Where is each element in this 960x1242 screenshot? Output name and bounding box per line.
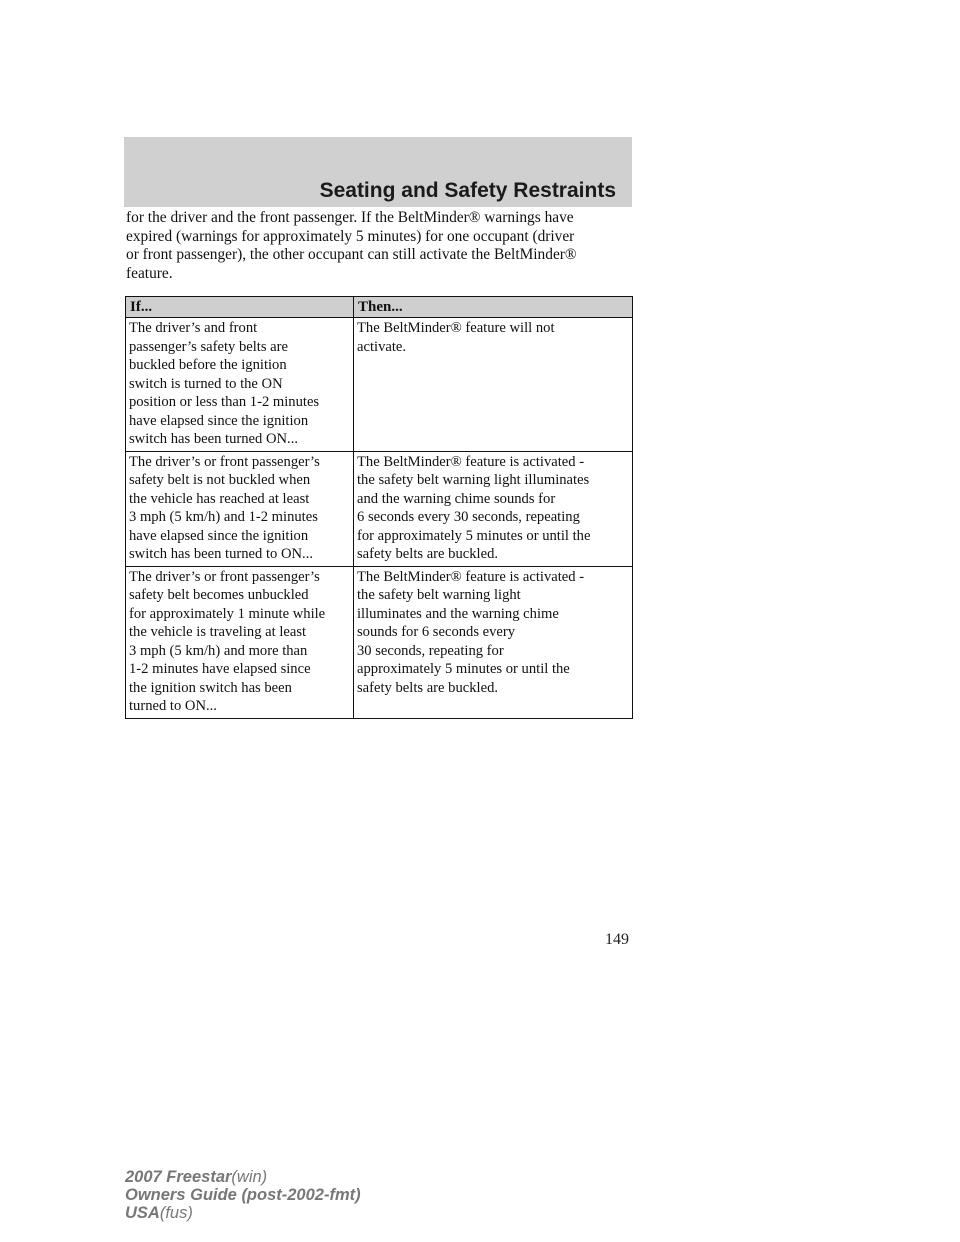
result-cell — [354, 318, 633, 452]
cell-text-line: have elapsed since the ignition — [129, 412, 309, 429]
footer-line — [125, 1204, 361, 1222]
cell-text-line: sounds for 6 seconds every — [357, 624, 516, 640]
result-cell — [354, 451, 633, 566]
intro-line: or front passenger), the other occupant can still activate the BeltMinder® — [126, 246, 577, 263]
column-header-if: If... — [126, 297, 354, 318]
cell-text-line: The driver’s or front passenger’s — [129, 453, 320, 470]
cell-text-line: switch is turned to the ON — [129, 375, 283, 392]
intro-line: expired (warnings for approximately 5 minutes) for one occupant (driver — [126, 227, 575, 245]
footer-market-code: (fus) — [159, 1204, 193, 1222]
cell-text-line: switch has been turned to ON... — [129, 546, 314, 562]
result-cell — [354, 566, 633, 718]
table-body — [126, 318, 633, 719]
cell-text-line: 6 seconds every 30 seconds, repeating — [357, 509, 580, 525]
cell-text-line: The BeltMinder® feature will not — [357, 320, 555, 336]
cell-text-line: safety belts are buckled. — [357, 546, 499, 562]
cell-text-line: turned to ON... — [129, 698, 217, 714]
condition-cell — [126, 318, 354, 452]
column-header-then: Then... — [354, 297, 633, 318]
cell-text-line: the safety belt warning light — [357, 587, 521, 603]
cell-text-line: safety belt becomes unbuckled — [129, 587, 309, 603]
cell-text-line: safety belts are buckled. — [357, 679, 499, 696]
cell-text-line: for approximately 5 minutes or until the — [357, 527, 591, 544]
beltminder-conditions-table — [125, 296, 633, 719]
page-number: 149 — [605, 931, 629, 948]
section-header-band — [124, 137, 632, 207]
footer-guide: Owners Guide (post-2002-fmt) — [125, 1186, 361, 1204]
table-row — [126, 451, 633, 566]
intro-line: for the driver and the front passenger. If the BeltMinder® warnings have — [126, 209, 574, 226]
cell-text-line: have elapsed since the ignition — [129, 527, 309, 544]
cell-text-line: The BeltMinder® feature is activated - — [357, 568, 585, 585]
intro-paragraph — [126, 209, 634, 283]
cell-text-line: 3 mph (5 km/h) and more than — [129, 642, 308, 659]
cell-text-line: safety belt is not buckled when — [129, 472, 311, 488]
cell-text-line: the vehicle is traveling at least — [129, 624, 307, 640]
cell-text-line: The driver’s or front passenger’s — [129, 568, 320, 585]
footer-line — [125, 1186, 361, 1204]
condition-cell — [126, 451, 354, 566]
cell-text-line: buckled before the ignition — [129, 357, 287, 373]
cell-text-line: the vehicle has reached at least — [129, 490, 310, 507]
intro-line: feature. — [126, 264, 173, 282]
table-row — [126, 318, 633, 452]
cell-text-line: for approximately 1 minute while — [129, 605, 326, 622]
cell-text-line: 3 mph (5 km/h) and 1-2 minutes — [129, 509, 318, 525]
cell-text-line: 1-2 minutes have elapsed since — [129, 661, 311, 677]
cell-text-line: the safety belt warning light illuminates — [357, 472, 590, 488]
footer-variant: (win) — [231, 1168, 268, 1186]
document-footer — [125, 1168, 361, 1222]
table-row — [126, 566, 633, 718]
cell-text-line: approximately 5 minutes or until the — [357, 661, 570, 677]
cell-text-line: The driver’s and front — [129, 320, 258, 336]
footer-market: USA — [125, 1204, 160, 1222]
cell-text-line: position or less than 1-2 minutes — [129, 394, 320, 410]
cell-text-line: The BeltMinder® feature is activated - — [357, 453, 585, 470]
section-title: Seating and Safety Restraints — [319, 179, 616, 202]
footer-line — [125, 1168, 361, 1186]
footer-model: 2007 Freestar — [125, 1168, 232, 1186]
cell-text-line: the ignition switch has been — [129, 679, 292, 696]
cell-text-line: and the warning chime sounds for — [357, 490, 556, 507]
cell-text-line: switch has been turned ON... — [129, 431, 299, 447]
cell-text-line: 30 seconds, repeating for — [357, 642, 504, 659]
table-header-row — [126, 297, 633, 318]
cell-text-line: activate. — [357, 338, 407, 355]
condition-cell — [126, 566, 354, 718]
cell-text-line: illuminates and the warning chime — [357, 605, 559, 622]
cell-text-line: passenger’s safety belts are — [129, 338, 288, 355]
